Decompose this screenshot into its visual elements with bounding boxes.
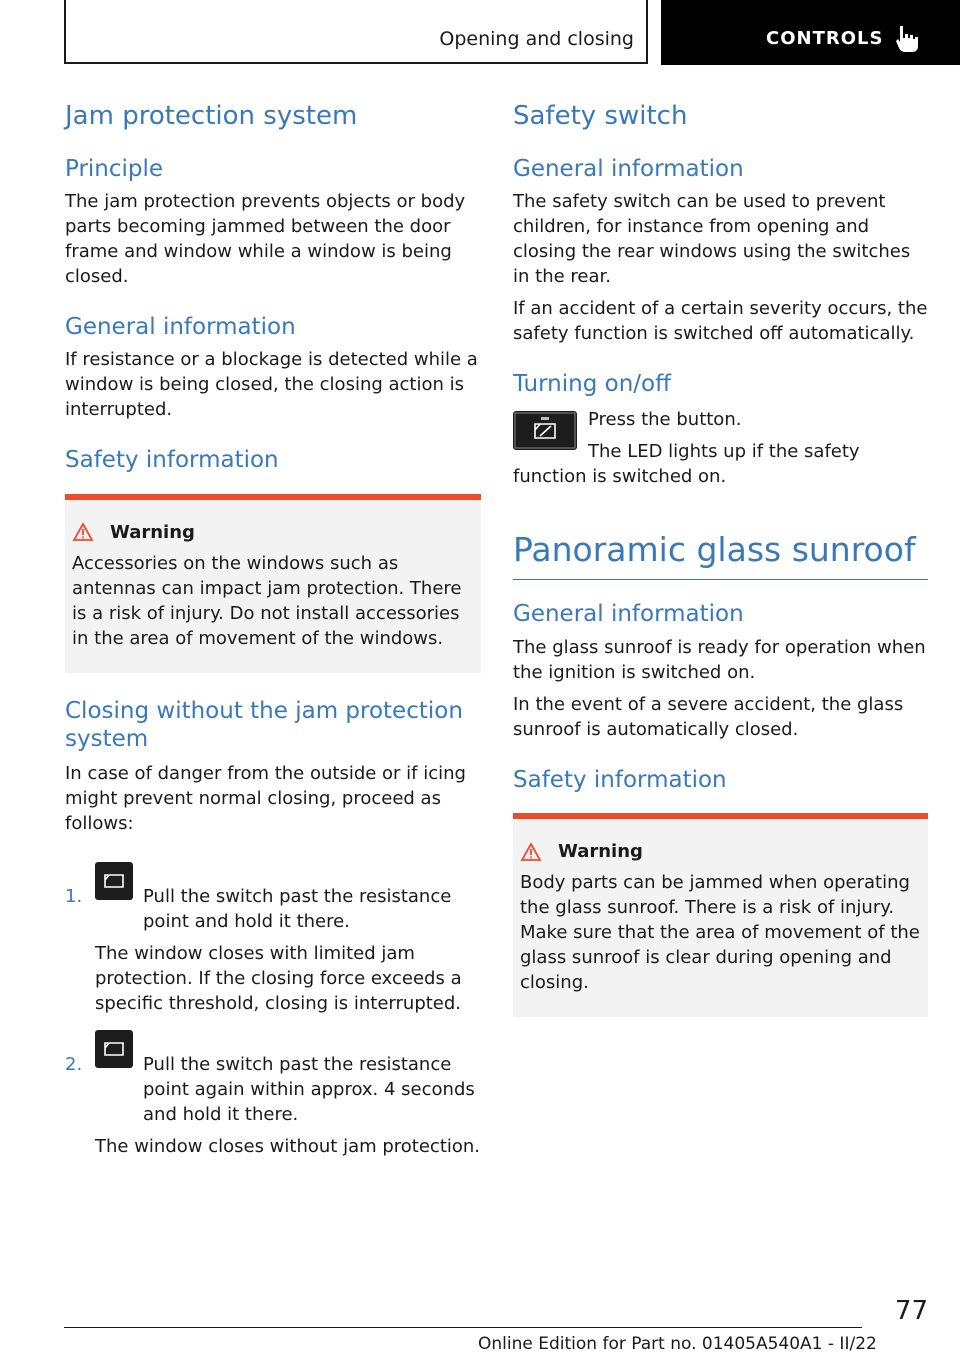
sunroof-general-text: The glass sunroof is ready for operation when the ignition is switched on. bbox=[513, 637, 926, 684]
warning-box bbox=[65, 494, 481, 673]
general-info-text: If resistance or a blockage is detected while a window is being closed, the closing action is interrupted. bbox=[65, 348, 478, 420]
pointing-hand-icon bbox=[894, 24, 920, 54]
principle-text: The jam protection prevents objects or body parts becoming jammed between the door frame and window while a window is being closed. bbox=[65, 190, 466, 287]
window-switch-icon bbox=[95, 862, 133, 900]
sunroof-warning-box bbox=[513, 813, 928, 1017]
warning-text: Body parts can be jammed when operating the glass sunroof. There is a risk of injury. Make sure that the area of movement of the glass sunroof is clear during opening and closing. bbox=[520, 872, 920, 994]
safety-switch-button-icon bbox=[513, 411, 577, 450]
warning-title bbox=[520, 841, 920, 862]
principle-heading: Principle bbox=[65, 155, 164, 182]
warning-text: Accessories on the windows such as antennas can impact jam protection. There is a risk of injury. Do not install accessories in the area of movement of the windows. bbox=[72, 552, 462, 649]
closing-without-heading: Closing without the jam protection system bbox=[65, 697, 463, 752]
press-button-text: Press the button. bbox=[588, 408, 742, 430]
right-column bbox=[513, 96, 928, 1017]
panoramic-sunroof-title: Panoramic glass sunroof bbox=[513, 529, 928, 581]
header-chapter-title: CONTROLS bbox=[766, 28, 884, 49]
step-head bbox=[95, 1052, 481, 1127]
warning-triangle-icon bbox=[520, 842, 542, 862]
safety-info-heading: Safety information bbox=[65, 446, 279, 473]
safety-switch-title: Safety switch bbox=[513, 101, 688, 131]
sunroof-safety-heading: Safety information bbox=[513, 767, 727, 794]
warning-label: Warning bbox=[110, 521, 195, 543]
turning-on-off-heading: Turning on/off bbox=[513, 370, 671, 397]
closing-without-text: In case of danger from the outside or if icing might prevent normal closing, proceed as follows: bbox=[65, 762, 466, 834]
left-column bbox=[65, 96, 481, 1159]
step-2 bbox=[65, 1052, 481, 1159]
jam-protection-title: Jam protection system bbox=[65, 101, 358, 131]
step-number: 1. bbox=[65, 885, 83, 907]
sunroof-general-heading: General information bbox=[513, 601, 744, 628]
page-number: 77 bbox=[894, 1296, 928, 1326]
header-chapter-box bbox=[661, 0, 960, 65]
warning-title bbox=[72, 522, 473, 543]
window-switch-icon bbox=[95, 1030, 133, 1068]
step-note: The window closes without jam protection. bbox=[95, 1135, 481, 1157]
general-info-heading: General information bbox=[65, 313, 296, 340]
step-note: The window closes with limited jam protection. If the closing force exceeds a specific threshold, closing is interrupted. bbox=[95, 942, 462, 1014]
header-section-title: Opening and closing bbox=[439, 28, 634, 50]
footer-divider bbox=[64, 1327, 862, 1328]
step-head bbox=[95, 884, 481, 934]
step-1 bbox=[65, 884, 481, 1016]
safety-button-row bbox=[513, 407, 928, 489]
header-section-box bbox=[64, 0, 648, 64]
sunroof-accident-text: In the event of a severe accident, the glass sunroof is automatically closed. bbox=[513, 694, 904, 741]
step-number: 2. bbox=[65, 1053, 83, 1075]
footer-edition: Online Edition for Part no. 01405A540A1 - II/22 bbox=[478, 1334, 877, 1354]
safety-switch-general-heading: General information bbox=[513, 155, 744, 182]
warning-triangle-icon bbox=[72, 522, 94, 542]
safety-switch-accident-text: If an accident of a certain severity occurs, the safety function is switched off automatically. bbox=[513, 297, 928, 344]
led-text-content: The LED lights up if the safety function is switched on. bbox=[513, 440, 860, 487]
step-text: Pull the switch past the resistance point and hold it there. bbox=[143, 885, 452, 932]
warning-label: Warning bbox=[558, 841, 643, 863]
safety-switch-general-text: The safety switch can be used to prevent children, for instance from opening and closing the rear windows using the switches in the rear. bbox=[513, 190, 911, 287]
step-text: Pull the switch past the resistance point again within approx. 4 seconds and hold it there. bbox=[143, 1053, 475, 1125]
